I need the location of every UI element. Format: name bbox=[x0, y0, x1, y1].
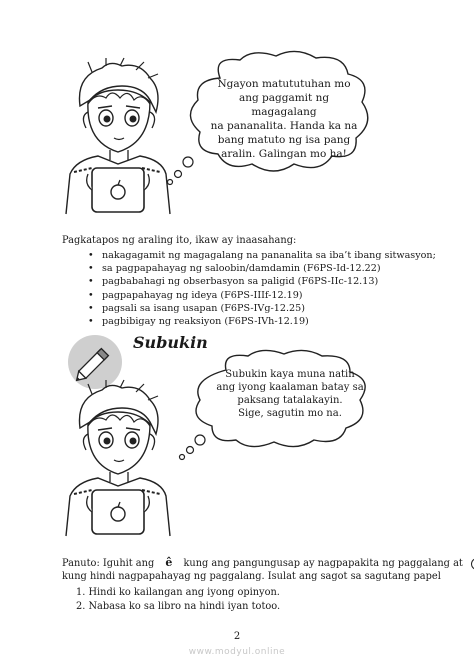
objective-item: • nakagagamit ng magagalang na pananalita sa iba’t ibang sitwasyon; bbox=[88, 249, 436, 262]
student-character-illustration-2 bbox=[62, 378, 172, 538]
directions-part-1: Panuto: Iguhit ang bbox=[62, 558, 155, 569]
objective-item: • pagbibigay ng reaksiyon (F6PS-IVh-12.19) bbox=[88, 315, 436, 328]
objective-item: • sa pagpapahayag ng saloobin/damdamin (F6PS-Id-12.22) bbox=[88, 262, 436, 275]
intro-text: Pagkatapos ng araling ito, ikaw ay inaasahang: bbox=[62, 235, 297, 246]
objective-item: • pagsali sa isang usapan (F6PS-IVg-12.25) bbox=[88, 302, 436, 315]
watermark: www.modyul.online bbox=[188, 647, 286, 657]
objectives-list bbox=[88, 249, 436, 328]
test-items-list bbox=[76, 586, 280, 614]
bubble-top-text: Ngayon matututuhan mo ang paggamit ng magagalang na pananalita. Handa ka na bang matuto ng isa pang aralin. Galingan mo ha! bbox=[210, 78, 358, 160]
student-character-illustration bbox=[62, 56, 172, 216]
test-item: 2. Nabasa ko sa libro na hindi iyan totoo. bbox=[76, 601, 281, 612]
check-symbol: ê bbox=[165, 556, 173, 569]
directions-part-2: kung ang pangungusap ay nagpapakita ng paggalang at bbox=[183, 558, 463, 569]
directions-line-1 bbox=[62, 556, 474, 570]
page-number: 2 bbox=[233, 631, 241, 642]
directions-line-2: kung hindi nagpapahayag ng paggalang. Isulat ang sagot sa sagutang papel bbox=[62, 571, 441, 582]
objective-item: • pagbabahagi ng obserbasyon sa paligid (F6PS-IIc-12.13) bbox=[88, 275, 436, 288]
test-item: 1. Hindi ko kailangan ang iyong opinyon. bbox=[76, 587, 280, 598]
section-title: Subukin bbox=[133, 333, 208, 352]
bubble-bottom-text: Subukin kaya muna natin ang iyong kaalaman batay sa paksang tatalakayin. Sige, sagutin mo na. bbox=[216, 369, 364, 419]
objective-item: • pagpapahayag ng ideya (F6PS-IIIf-12.19) bbox=[88, 289, 436, 302]
